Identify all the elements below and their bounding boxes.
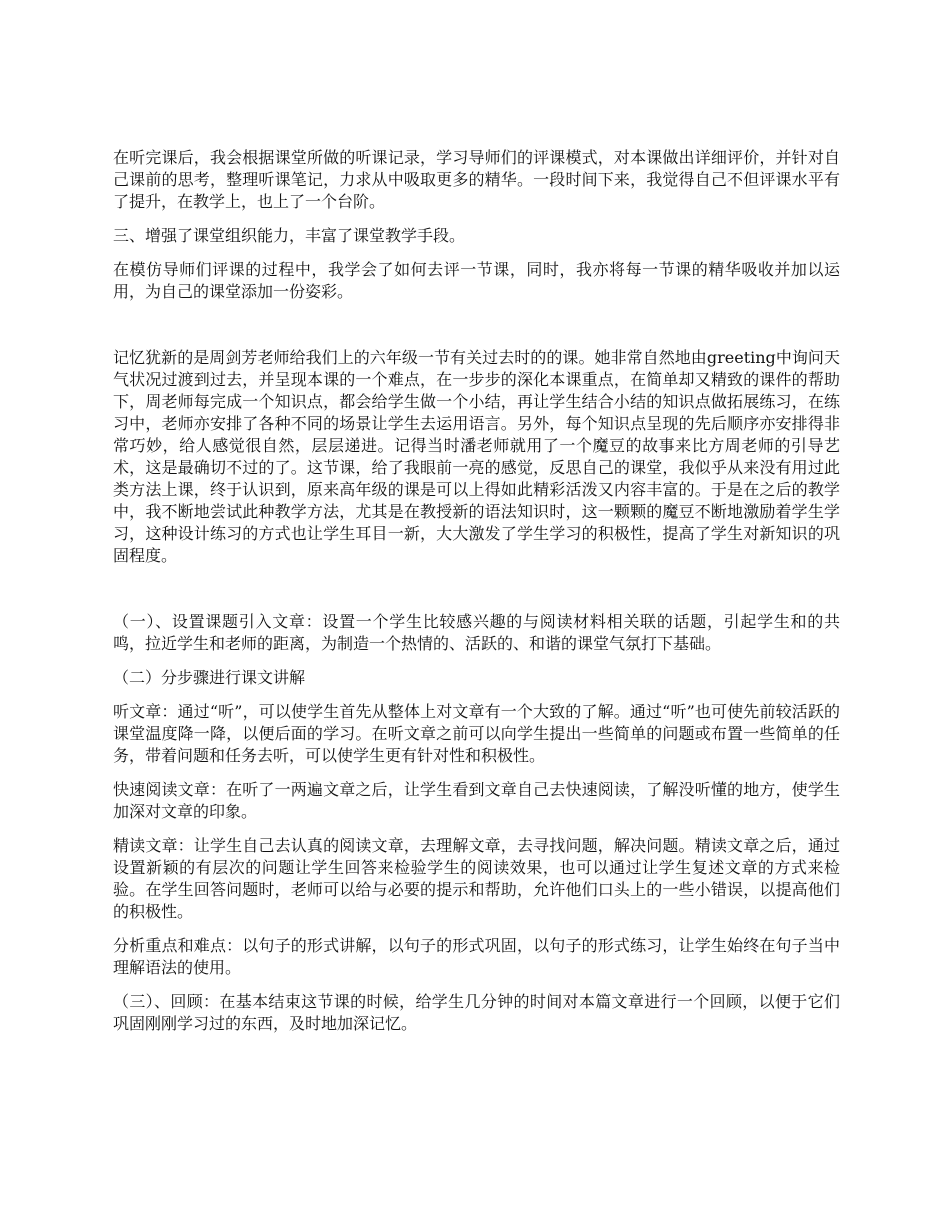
paragraph-review-notes: 在听完课后，我会根据课堂所做的听课记录，学习导师们的评课模式，对本课做出详细评价，并针对自己课前的思考，整理听课笔记，力求从中吸取更多的精华。一段时间下来，我觉得自己不但评课水平有了提升，在教学上，也上了一个台阶。 bbox=[113, 148, 840, 211]
paragraph-intensive-reading: 精读文章：让学生自己去认真的阅读文章，去理解文章，去寻找问题，解决问题。精读文章之后，通过设置新颖的有层次的问题让学生回答来检验学生的阅读效果，也可以通过让学生复述文章的方式来检验。在学生回答问题时，老师可以给与必要的提示和帮助，允许他们口头上的一些小错误，以提高他们的积极性。 bbox=[113, 836, 840, 921]
paragraph-listening: 听文章：通过“听”，可以使学生首先从整体上对文章有一个大致的了解。通过“听”也可使先前较活跃的课堂温度降一降，以便后面的学习。在听文章之前可以向学生提出一些简单的问题或布置一些简单的任务，带着问题和任务去听，可以使学生更有针对性和积极性。 bbox=[113, 702, 840, 765]
paragraph-imitation: 在模仿导师们评课的过程中，我学会了如何去评一节课，同时，我亦将每一节课的精华吸收并加以运用，为自己的课堂添加一份姿彩。 bbox=[113, 260, 840, 301]
paragraph-step-two-heading: （二）分步骤进行课文讲解 bbox=[113, 668, 306, 687]
paragraph-memorable-lesson: 记忆犹新的是周剑芳老师给我们上的六年级一节有关过去时的的课。她非常自然地由greeting中询问天气状况过渡到过去，并呈现本课的一个难点，在一步步的深化本课重点，在简单却又精致的课件的帮助下，周老师每完成一个知识点，都会给学生做一个小结，再让学生结合小结的知识点做拓展练习，在练习中，老师亦安排了各种不同的场景让学生去运用语言。另外，每个知识点呈现的先后顺序亦安排得非常巧妙，给人感觉很自然，层层递进。记得当时潘老师就用了一个魔豆的故事来比方周老师的引导艺术，这是最确切不过的了。这节课，给了我眼前一亮的感觉，反思自己的课堂，我似乎从来没有用过此类方法上课，终于认识到，原来高年级的课是可以上得如此精彩活泼又内容丰富的。于是在之后的教学中，我不断地尝试此种教学方法，尤其是在教授新的语法知识时，这一颗颗的魔豆不断地激励着学生学习，这种设计练习的方式也让学生耳目一新，大大激发了学生学习的积极性，提高了学生对新知识的巩固程度。 bbox=[113, 348, 840, 565]
paragraph-key-points: 分析重点和难点：以句子的形式讲解，以句子的形式巩固，以句子的形式练习，让学生始终在句子当中理解语法的使用。 bbox=[113, 936, 840, 977]
paragraph-review: （三）、回顾：在基本结束这节课的时候，给学生几分钟的时间对本篇文章进行一个回顾，以便于它们巩固刚刚学习过的东西，及时地加深记忆。 bbox=[113, 992, 840, 1033]
section-heading-three: 三、增强了课堂组织能力，丰富了课堂教学手段。 bbox=[113, 226, 466, 245]
paragraph-skimming: 快速阅读文章：在听了一两遍文章之后，让学生看到文章自己去快速阅读，了解没听懂的地方，使学生加深对文章的印象。 bbox=[113, 780, 840, 821]
paragraph-step-one: （一）、设置课题引入文章：设置一个学生比较感兴趣的与阅读材料相关联的话题，引起学生和的共鸣，拉近学生和老师的距离，为制造一个热情的、活跃的、和谐的课堂气氛打下基础。 bbox=[113, 612, 840, 653]
document-page bbox=[113, 147, 840, 1035]
